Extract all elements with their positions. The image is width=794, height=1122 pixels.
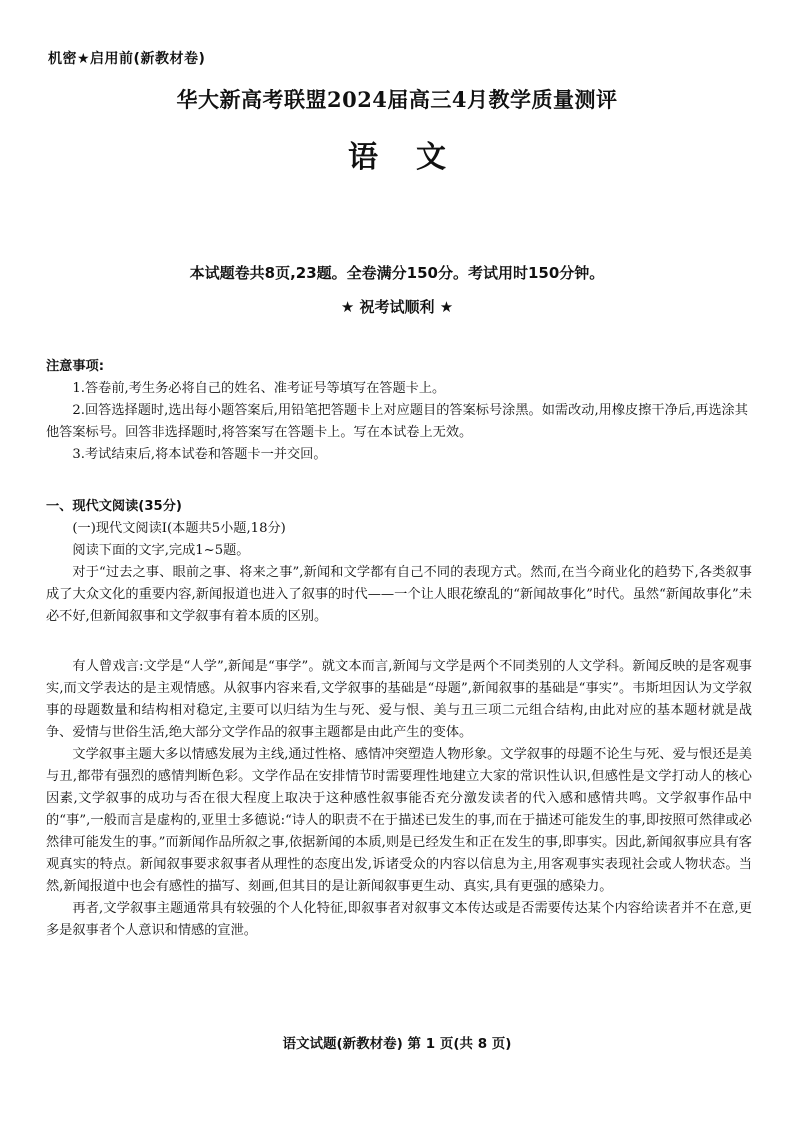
subsection-heading: (一)现代文阅读Ⅰ(本题共5小题,18分) bbox=[72, 521, 286, 536]
exam-title: 华大新高考联盟2024届高三4月教学质量测评 bbox=[176, 87, 618, 112]
notice-item: 2.回答选择题时,选出每小题答案后,用铅笔把答题卡上对应题目的答案标号涂黑。如需改动,用橡皮擦干净后,再选涂其他答案标号。回答非选择题时,将答案写在答题卡上。写在本试卷上无效。 bbox=[46, 403, 748, 440]
good-luck-line: ★ 祝考试顺利 ★ bbox=[340, 298, 454, 316]
passage-paragraph: 再者,文学叙事主题通常具有较强的个人化特征,即叙事者对叙事文本传达或是否需要传达某个内容给读者并不在意,更多是叙事者个人意识和情感的宣泄。 bbox=[46, 901, 752, 938]
section-one-header bbox=[46, 496, 752, 562]
confidential-label: 机密★启用前(新教材卷) bbox=[48, 51, 206, 67]
exam-info: 本试题卷共8页,23题。全卷满分150分。考试用时150分钟。 bbox=[189, 264, 605, 282]
notice-item: 3.考试结束后,将本试卷和答题卡一并交回。 bbox=[72, 447, 327, 462]
section-heading: 一、现代文阅读(35分) bbox=[46, 499, 182, 514]
subject-title bbox=[0, 132, 794, 176]
passage-paragraph: 文学叙事主题大多以情感发展为主线,通过性格、感情冲突塑造人物形象。文学叙事的母题不论生与死、爱与恨还是美与丑,都带有强烈的感情判断色彩。文学作品在安排情节时需要理性地建立大家的常识性认识,但感性是文学打动人的核心因素,文学叙事的成功与否在很大程度上取决于这种感性叙事能否充分激发读者的代入感和感情共鸣。文学叙事作品中的“事”,一般而言是虚构的,亚里士多德说:“诗人的职责不在于描述已发生的事,而在于描述可能发生的事,即按照可然律或必然律可能发生的事。”而新闻作品所叙之事,依据新闻的本质,则是已经发生和正在发生的事,即事实。因此,新闻叙事应具有客观真实的特点。新闻叙事要求叙事者从理性的态度出发,诉诸受众的内容以信息为主,用客观事实表现社会或人物状态。当然,新闻报道中也会有感性的描写、刻画,但其目的是让新闻叙事更生动、真实,具有更强的感染力。 bbox=[46, 747, 752, 894]
subject-text: 语文 bbox=[348, 140, 484, 175]
passage-intro bbox=[46, 562, 752, 628]
reading-instruction: 阅读下面的文字,完成1~5题。 bbox=[72, 543, 250, 558]
page-footer: 语文试题(新教材卷) 第 1 页(共 8 页) bbox=[282, 1036, 512, 1052]
passage-paragraph: 对于“过去之事、眼前之事、将来之事”,新闻和文学都有自己不同的表现方式。然而,在当今商业化的趋势下,各类叙事成了大众文化的重要内容,新闻报道也进入了叙事的时代——一个让人眼花缭乱的“新闻故事化”时代。虽然“新闻故事化”未必不好,但新闻叙事和文学叙事有着本质的区别。 bbox=[46, 565, 752, 624]
notice-item: 1.答卷前,考生务必将自己的姓名、准考证号等填写在答题卡上。 bbox=[72, 381, 446, 396]
notice-heading: 注意事项: bbox=[46, 359, 105, 374]
notice-block bbox=[46, 356, 752, 466]
passage-paragraph: 有人曾戏言:文学是“人学”,新闻是“事学”。就文本而言,新闻与文学是两个不同类别的人文学科。新闻反映的是客观事实,而文学表达的是主观情感。从叙事内容来看,文学叙事的基础是“母题”,新闻叙事的基础是“事实”。韦斯坦因认为文学叙事的母题数量和结构相对稳定,主要可以归结为生与死、爱与恨、美与丑三项二元组合结构,由此对应的基本题材就是战争、爱情与世俗生活,绝大部分文学作品的叙事主题都是由此产生的变体。 bbox=[46, 659, 752, 740]
passage-body bbox=[46, 656, 752, 942]
